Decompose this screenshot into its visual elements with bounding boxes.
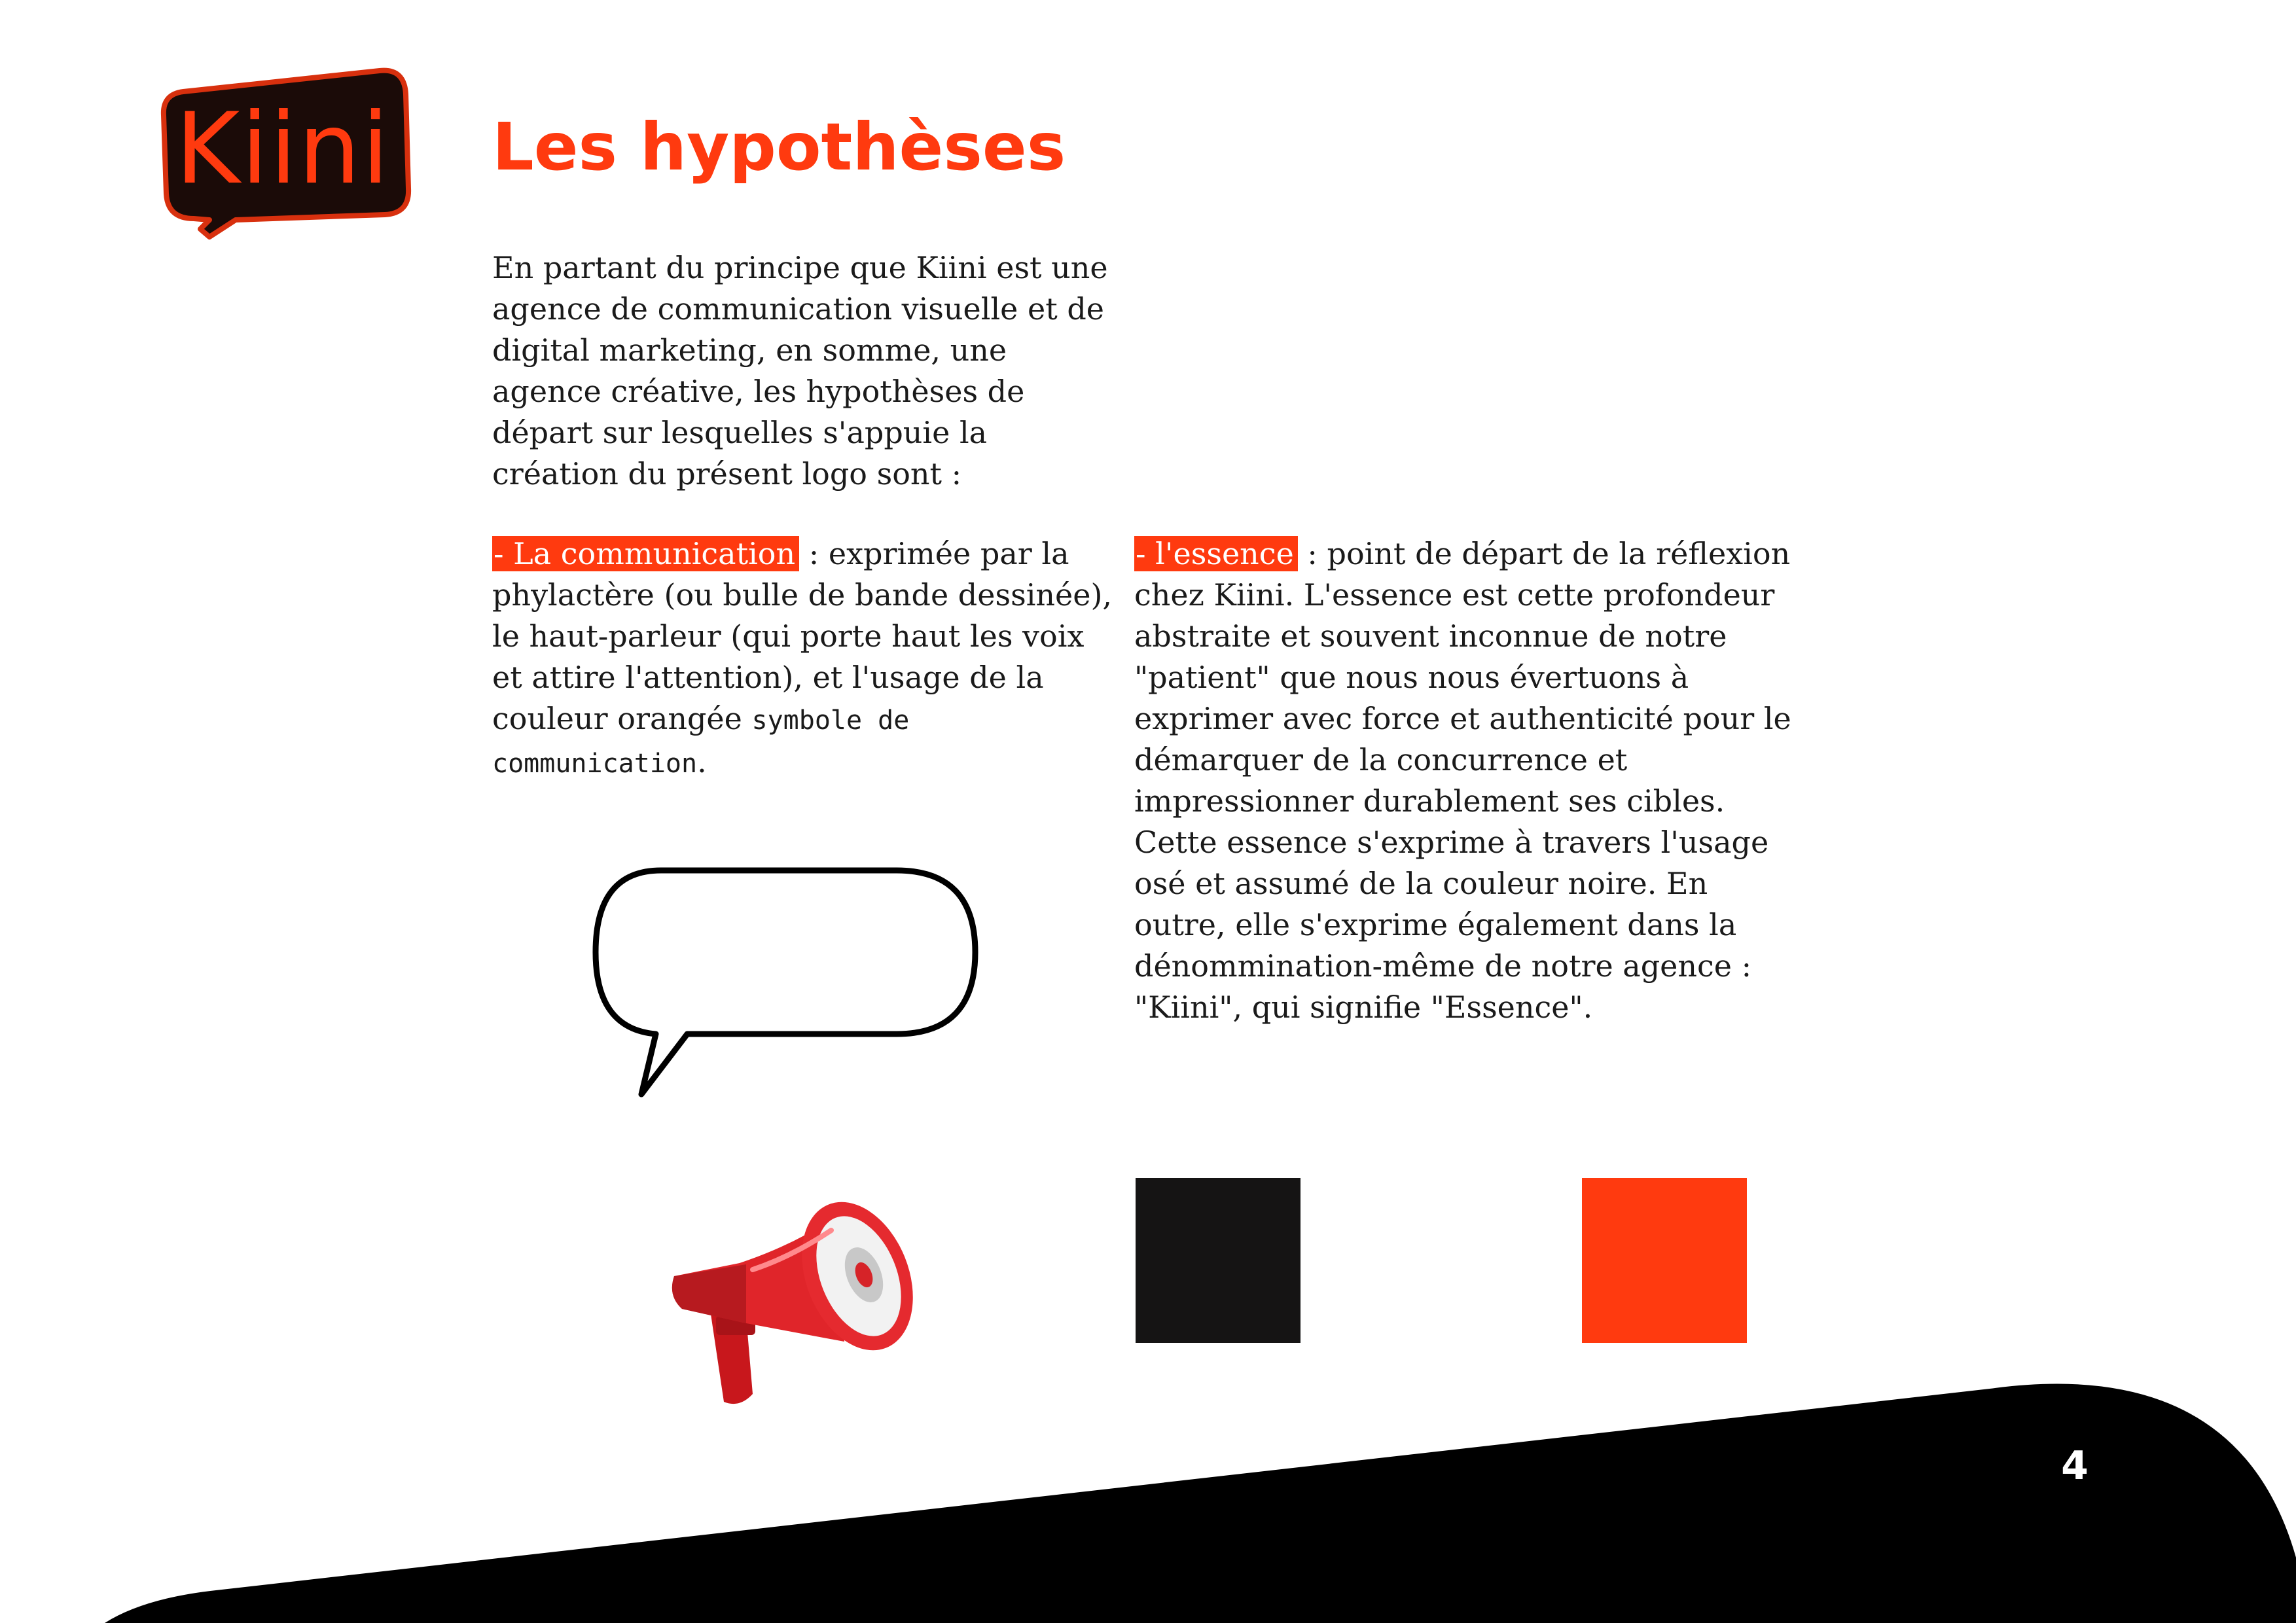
orange-color-swatch [1582,1178,1747,1343]
communication-highlight: - La communication [492,536,799,571]
logo-wordmark: Kiini [175,92,391,206]
essence-text: : point de départ de la réflexion chez Kiini. L'essence est cette profondeur abstraite et souvent inconnue de notre "patient" que nous nous évertuons à exprimer avec force et authenticité pour le démarquer de la concurrence et impressionner durablement ses cibles. Cette essence s'exprime à travers l'usage osé et assumé de la couleur noire. En outre, elle s'exprime également dans la dénommination-même de notre agence : "Kiini", qui signifie "Essence". [1134,536,1791,1025]
communication-text: : exprimée par la phylactère (ou bulle de bande dessinée), le haut-parleur (qui porte haut les voix et attire l'attention), et l'usage de la couleur orangée [492,536,1113,736]
intro-paragraph: En partant du principe que Kiini est une agence de communication visuelle et de digital marketing, en somme, une agence créative, les hypothèses de départ sur lesquelles s'appuie la création du présent logo sont : [492,250,1108,491]
black-color-swatch [1136,1178,1300,1343]
footer-black-shape [0,1361,2296,1623]
speech-bubble-icon [583,857,988,1099]
essence-highlight: - l'essence [1134,536,1298,571]
essence-paragraph [1134,533,1802,1028]
communication-paragraph [492,533,1114,785]
page-title: Les hypothèses [492,109,1066,185]
page-number: 4 [2061,1443,2089,1489]
communication-symbol-text: symbole de communication [492,705,910,779]
communication-end: . [697,744,707,779]
